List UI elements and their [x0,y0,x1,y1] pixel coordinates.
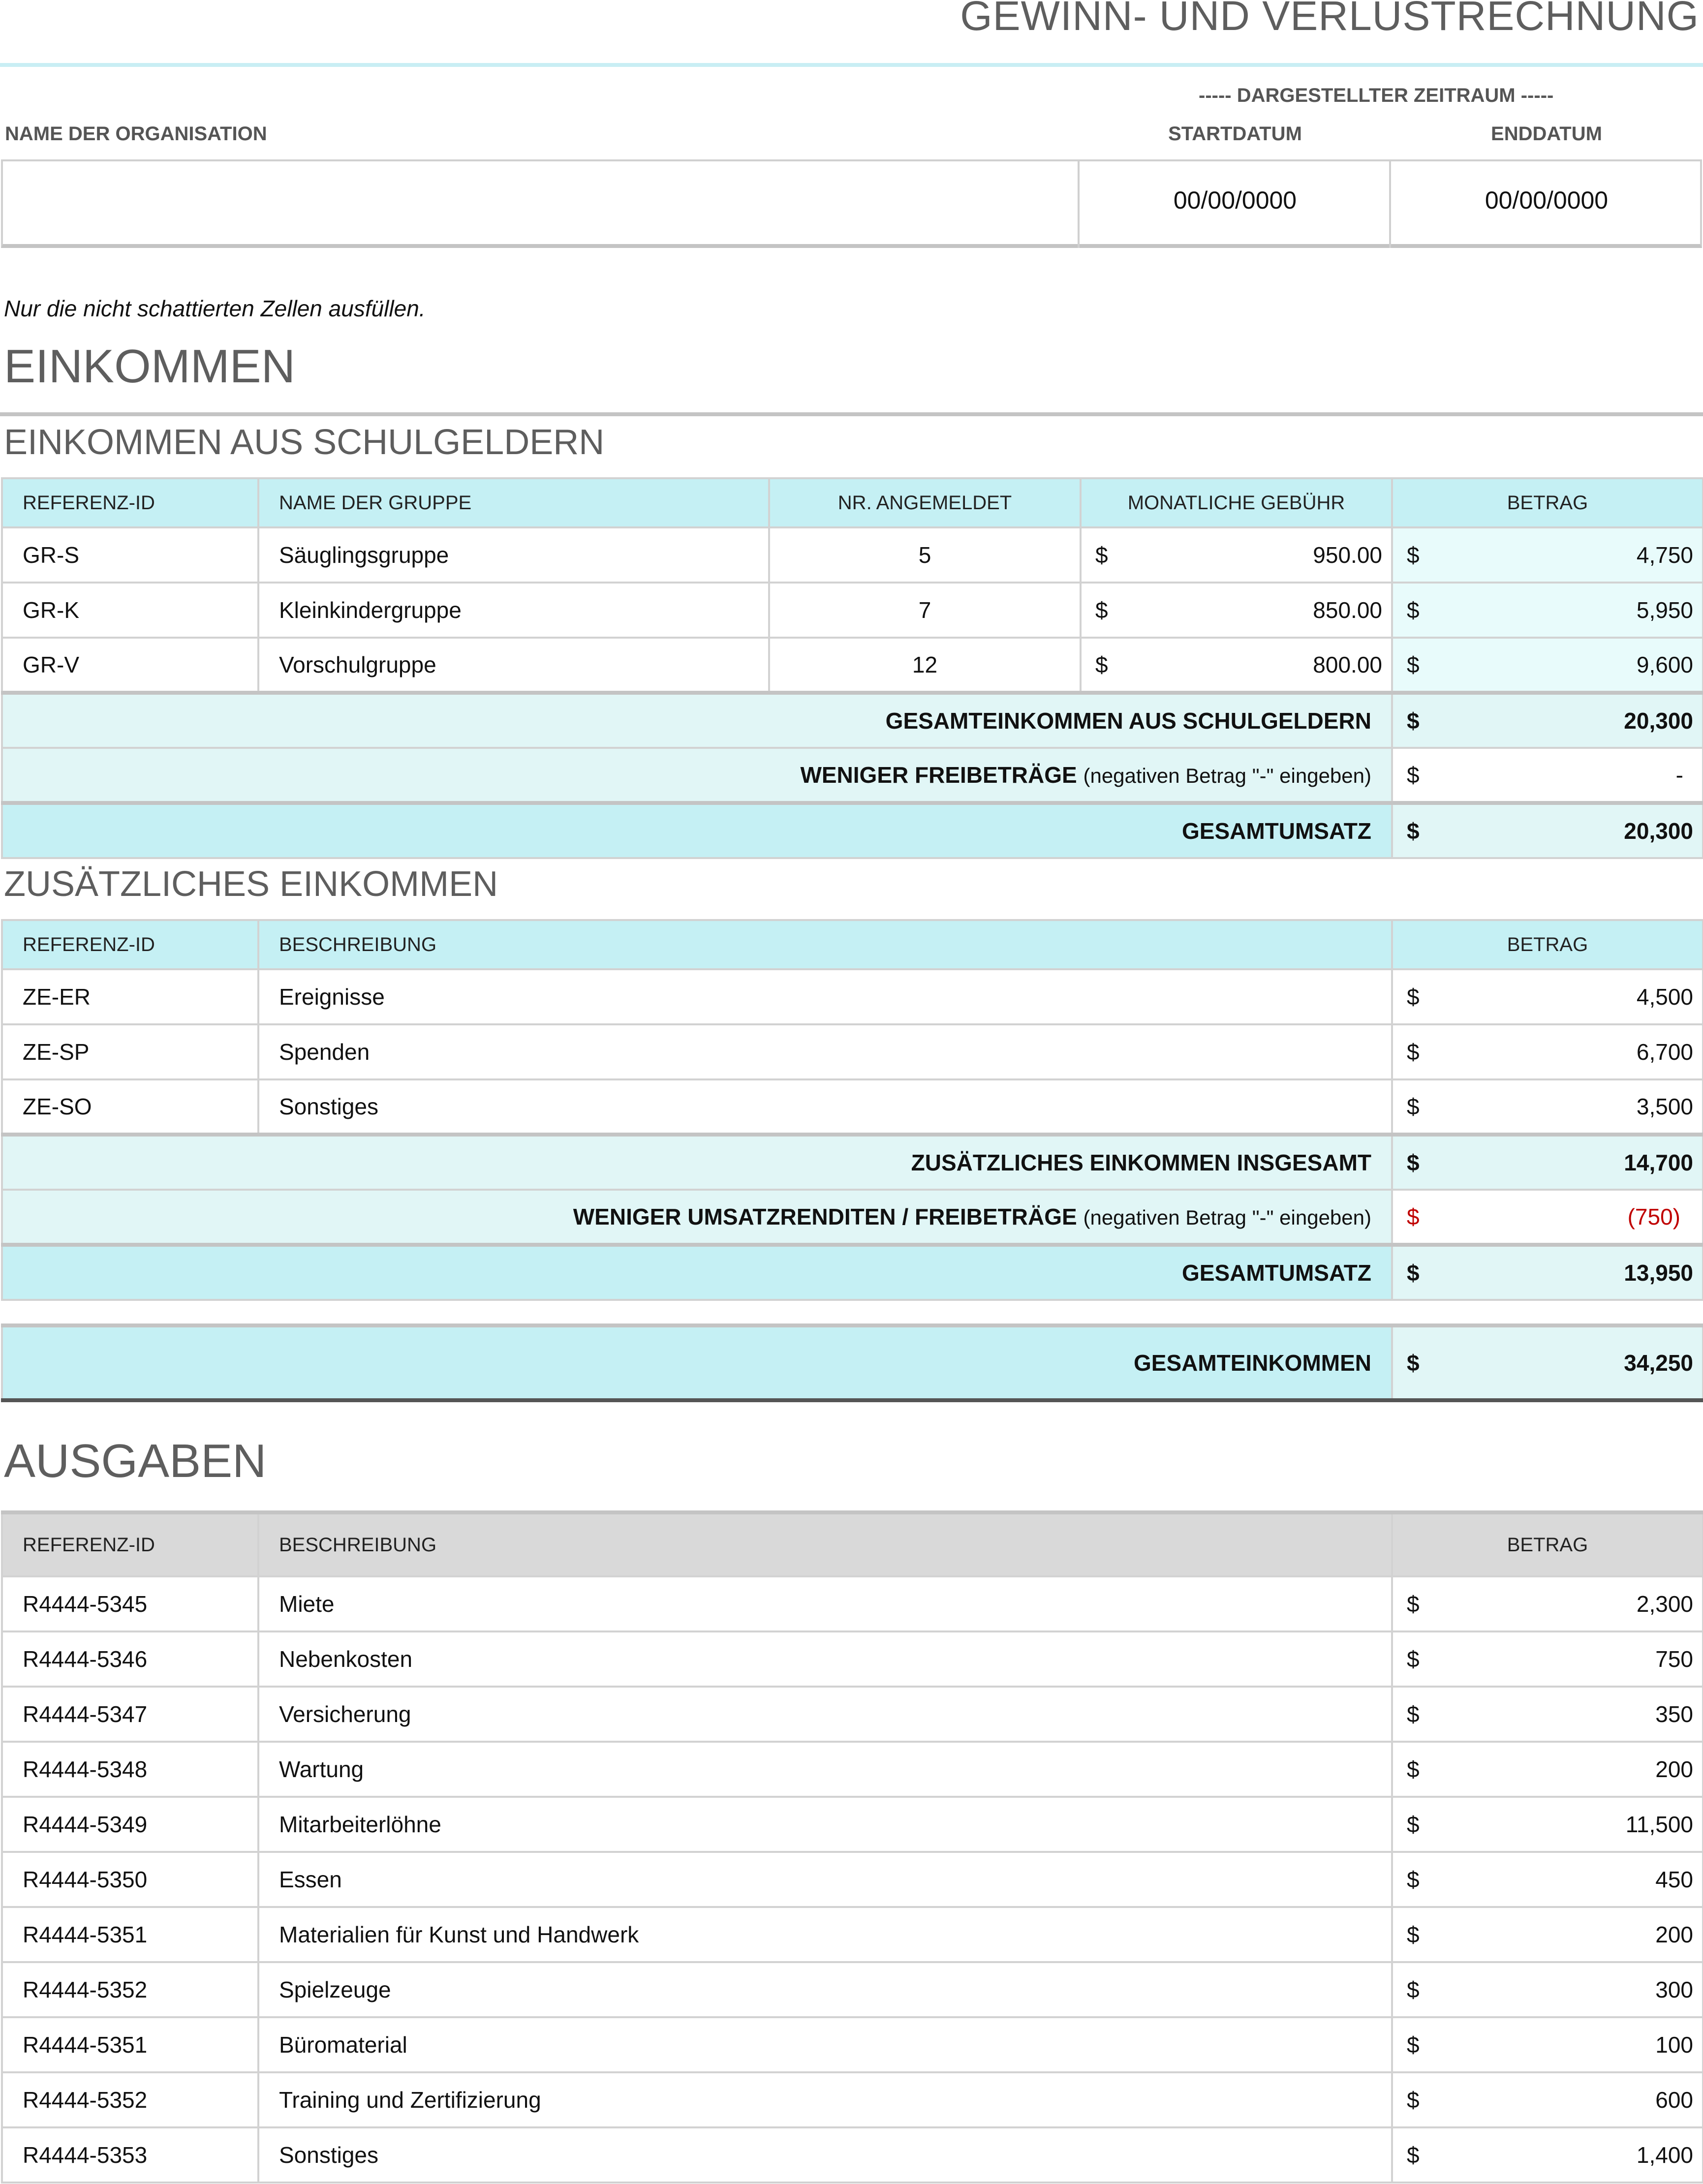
description-cell[interactable]: Sonstiges [258,2127,1392,2183]
amount-value: 9,600 [1636,652,1693,677]
amount-cell[interactable] [1392,1797,1703,1852]
ref-id-cell[interactable]: R4444-5345 [2,1576,258,1631]
currency-symbol: $ [1095,597,1108,623]
currency-symbol: $ [1407,1591,1420,1617]
description-cell[interactable]: Mitarbeiterlöhne [258,1797,1392,1852]
amount-value: 11,500 [1625,1812,1693,1837]
table-row [2,583,1703,638]
ref-id-cell[interactable]: R4444-5347 [2,1687,258,1742]
grand-total-label: GESAMTEINKOMMEN [2,1325,1392,1400]
currency-symbol: $ [1407,762,1420,788]
tuition-allowance-label-cell [2,748,1392,803]
currency-symbol: $ [1407,1204,1420,1230]
enrolled-cell[interactable]: 7 [769,583,1081,638]
currency-symbol: $ [1407,1701,1420,1727]
fee-cell[interactable] [1081,583,1392,638]
instruction-note: Nur die nicht schattierten Zellen ausfüllen. [4,296,426,321]
title-underline [0,63,1703,67]
fee-value: 850.00 [1313,597,1382,623]
amount-cell[interactable] [1392,1742,1703,1797]
group-name-cell[interactable]: Kleinkindergruppe [258,583,769,638]
group-name-cell[interactable]: Säuglingsgruppe [258,527,769,583]
table-row [2,2072,1703,2127]
income-heading: EINKOMMEN [4,340,296,393]
col-header-enrolled: NR. ANGEMELDET [769,478,1081,527]
amount-cell [1392,638,1703,693]
tuition-total-cell [1392,693,1703,748]
currency-symbol: $ [1407,1260,1420,1286]
ref-id-cell[interactable]: R4444-5351 [2,1907,258,1962]
currency-symbol: $ [1407,708,1420,734]
ref-id-cell[interactable]: R4444-5353 [2,2127,258,2183]
table-row [2,1797,1703,1852]
additional-revenue-label: GESAMTUMSATZ [2,1245,1392,1300]
additional-total-row [2,1135,1703,1190]
amount-value: 4,750 [1636,542,1693,568]
description-cell[interactable]: Büromaterial [258,2017,1392,2072]
currency-symbol: $ [1407,2032,1420,2058]
grand-total-table [1,1323,1703,1402]
table-row [2,638,1703,693]
end-date-label: ENDDATUM [1491,123,1602,145]
col-header-monthly-fee: MONATLICHE GEBÜHR [1081,478,1392,527]
amount-value: 3,500 [1636,1094,1693,1119]
page-title: GEWINN- UND VERLUSTRECHNUNG [960,0,1699,39]
table-header-row [2,478,1703,527]
tuition-allowance-row [2,748,1703,803]
fee-value: 950.00 [1313,542,1382,568]
currency-symbol: $ [1407,652,1420,677]
additional-total-cell [1392,1135,1703,1190]
amount-value: 450 [1655,1867,1693,1892]
currency-symbol: $ [1407,1150,1420,1175]
ref-id-cell[interactable]: ZE-SP [2,1024,258,1079]
amount-value: 350 [1655,1701,1693,1727]
amount-cell[interactable] [1392,1852,1703,1907]
currency-symbol: $ [1407,1812,1420,1837]
table-row [2,1687,1703,1742]
fee-cell[interactable] [1081,527,1392,583]
fee-cell[interactable] [1081,638,1392,693]
amount-value: 5,950 [1636,597,1693,623]
amount-cell[interactable] [1392,1576,1703,1631]
expenses-table [1,1510,1703,2184]
currency-symbol: $ [1407,1922,1420,1947]
tuition-total-row [2,693,1703,748]
currency-symbol: $ [1407,1756,1420,1782]
table-row [2,1024,1703,1079]
description-cell[interactable]: Nebenkosten [258,1631,1392,1687]
currency-symbol: $ [1407,542,1420,568]
amount-value: 200 [1655,1922,1693,1947]
table-row [2,1576,1703,1631]
amount-cell[interactable] [1392,1962,1703,2017]
description-cell[interactable]: Wartung [258,1742,1392,1797]
currency-symbol: $ [1407,1646,1420,1672]
amount-cell[interactable] [1392,1907,1703,1962]
ref-id-cell[interactable]: R4444-5349 [2,1797,258,1852]
table-row [2,527,1703,583]
table-row [2,2127,1703,2183]
fee-value: 800.00 [1313,652,1382,677]
section-rule [0,412,1703,416]
additional-returns-label-cell [2,1190,1392,1245]
additional-returns-cell[interactable] [1392,1190,1703,1245]
table-header-row [2,920,1703,969]
ref-id-cell[interactable]: R4444-5348 [2,1742,258,1797]
ref-id-cell[interactable]: R4444-5352 [2,2072,258,2127]
currency-symbol: $ [1407,2142,1420,2168]
additional-returns-hint: (negativen Betrag "-" eingeben) [1083,1206,1371,1229]
description-cell[interactable]: Spenden [258,1024,1392,1079]
amount-value: 300 [1655,1977,1693,2002]
currency-symbol: $ [1407,818,1420,844]
tuition-allowance-value: - [1675,762,1683,788]
ref-id-cell[interactable]: GR-V [2,638,258,693]
additional-returns-label: WENIGER UMSATZRENDITEN / FREIBETRÄGE [573,1204,1077,1230]
currency-symbol: $ [1407,597,1420,623]
amount-cell[interactable] [1392,1631,1703,1687]
col-header-amount: BETRAG [1392,478,1703,527]
additional-returns-row [2,1190,1703,1245]
table-row [2,1907,1703,1962]
currency-symbol: $ [1407,984,1420,1010]
table-row [2,969,1703,1024]
additional-income-table [1,919,1703,1301]
description-cell[interactable]: Spielzeuge [258,1962,1392,2017]
tuition-allowance-hint: (negativen Betrag "-" eingeben) [1083,764,1371,787]
col-header-description: BESCHREIBUNG [258,1512,1392,1576]
amount-cell[interactable] [1392,2017,1703,2072]
amount-value: 100 [1655,2032,1693,2058]
ref-id-cell[interactable]: R4444-5351 [2,2017,258,2072]
amount-cell [1392,583,1703,638]
amount-cell[interactable] [1392,1687,1703,1742]
col-header-group: NAME DER GRUPPE [258,478,769,527]
additional-returns-value: (750) [1627,1204,1680,1230]
amount-value: 4,500 [1636,984,1693,1010]
description-cell[interactable]: Miete [258,1576,1392,1631]
additional-revenue-cell [1392,1245,1703,1300]
col-header-id: REFERENZ-ID [2,478,258,527]
amount-value: 200 [1655,1756,1693,1782]
amount-cell[interactable] [1392,1079,1703,1135]
tuition-revenue-row [2,803,1703,858]
expenses-heading: AUSGABEN [4,1435,267,1487]
tuition-revenue-cell [1392,803,1703,858]
description-cell[interactable]: Ereignisse [258,969,1392,1024]
currency-symbol: $ [1095,652,1108,677]
tuition-allowance-label: WENIGER FREIBETRÄGE [800,762,1077,788]
enrolled-cell[interactable]: 5 [769,527,1081,583]
amount-cell[interactable] [1392,1024,1703,1079]
grand-total-cell [1392,1325,1703,1400]
currency-symbol: $ [1407,1350,1420,1376]
table-row [2,1852,1703,1907]
tuition-revenue-label: GESAMTUMSATZ [2,803,1392,858]
tuition-allowance-cell[interactable] [1392,748,1703,803]
amount-value: 2,300 [1636,1591,1693,1617]
amount-cell [1392,527,1703,583]
group-name-cell[interactable]: Vorschulgruppe [258,638,769,693]
enrolled-cell[interactable]: 12 [769,638,1081,693]
currency-symbol: $ [1407,2087,1420,2113]
table-row [2,1079,1703,1135]
period-label: ----- DARGESTELLTER ZEITRAUM ----- [1199,85,1554,106]
grand-total-row [2,1325,1703,1400]
end-date-field[interactable]: 00/00/0000 [1485,186,1609,214]
additional-revenue-value: 13,950 [1624,1260,1693,1286]
field-divider [1078,159,1080,248]
amount-value: 6,700 [1636,1039,1693,1065]
org-label: NAME DER ORGANISATION [5,123,267,145]
grand-total-value: 34,250 [1624,1350,1693,1376]
currency-symbol: $ [1407,1977,1420,2002]
ref-id-cell[interactable]: ZE-SO [2,1079,258,1135]
col-header-id: REFERENZ-ID [2,920,258,969]
col-header-id: REFERENZ-ID [2,1512,258,1576]
amount-cell[interactable] [1392,2072,1703,2127]
tuition-heading: EINKOMMEN AUS SCHULGELDERN [4,423,605,462]
ref-id-cell[interactable]: GR-K [2,583,258,638]
col-header-amount: BETRAG [1392,1512,1703,1576]
ref-id-cell[interactable]: ZE-ER [2,969,258,1024]
description-cell[interactable]: Sonstiges [258,1079,1392,1135]
additional-revenue-row [2,1245,1703,1300]
currency-symbol: $ [1407,1867,1420,1892]
amount-value: 750 [1655,1646,1693,1672]
currency-symbol: $ [1407,1094,1420,1119]
additional-total-value: 14,700 [1624,1150,1693,1175]
tuition-revenue-value: 20,300 [1624,818,1693,844]
table-row [2,2017,1703,2072]
table-row [2,1962,1703,2017]
description-cell[interactable]: Versicherung [258,1687,1392,1742]
tuition-total-label: GESAMTEINKOMMEN AUS SCHULGELDERN [2,693,1392,748]
table-row [2,1631,1703,1687]
additional-total-label: ZUSÄTZLICHES EINKOMMEN INSGESAMT [2,1135,1392,1190]
amount-cell[interactable] [1392,2127,1703,2183]
description-cell[interactable]: Materialien für Kunst und Handwerk [258,1907,1392,1962]
ref-id-cell[interactable]: R4444-5350 [2,1852,258,1907]
ref-id-cell[interactable]: R4444-5346 [2,1631,258,1687]
table-row [2,1742,1703,1797]
tuition-total-value: 20,300 [1624,708,1693,734]
start-date-field[interactable]: 00/00/0000 [1173,186,1297,214]
additional-income-heading: ZUSÄTZLICHES EINKOMMEN [4,864,498,904]
amount-value: 1,400 [1636,2142,1693,2168]
ref-id-cell[interactable]: GR-S [2,527,258,583]
tuition-table [1,477,1703,859]
start-date-label: STARTDATUM [1168,123,1302,145]
currency-symbol: $ [1095,542,1108,568]
col-header-description: BESCHREIBUNG [258,920,1392,969]
amount-value: 600 [1655,2087,1693,2113]
table-header-row [2,1512,1703,1576]
ref-id-cell[interactable]: R4444-5352 [2,1962,258,2017]
amount-cell[interactable] [1392,969,1703,1024]
col-header-amount: BETRAG [1392,920,1703,969]
description-cell[interactable]: Essen [258,1852,1392,1907]
description-cell[interactable]: Training und Zertifizierung [258,2072,1392,2127]
currency-symbol: $ [1407,1039,1420,1065]
